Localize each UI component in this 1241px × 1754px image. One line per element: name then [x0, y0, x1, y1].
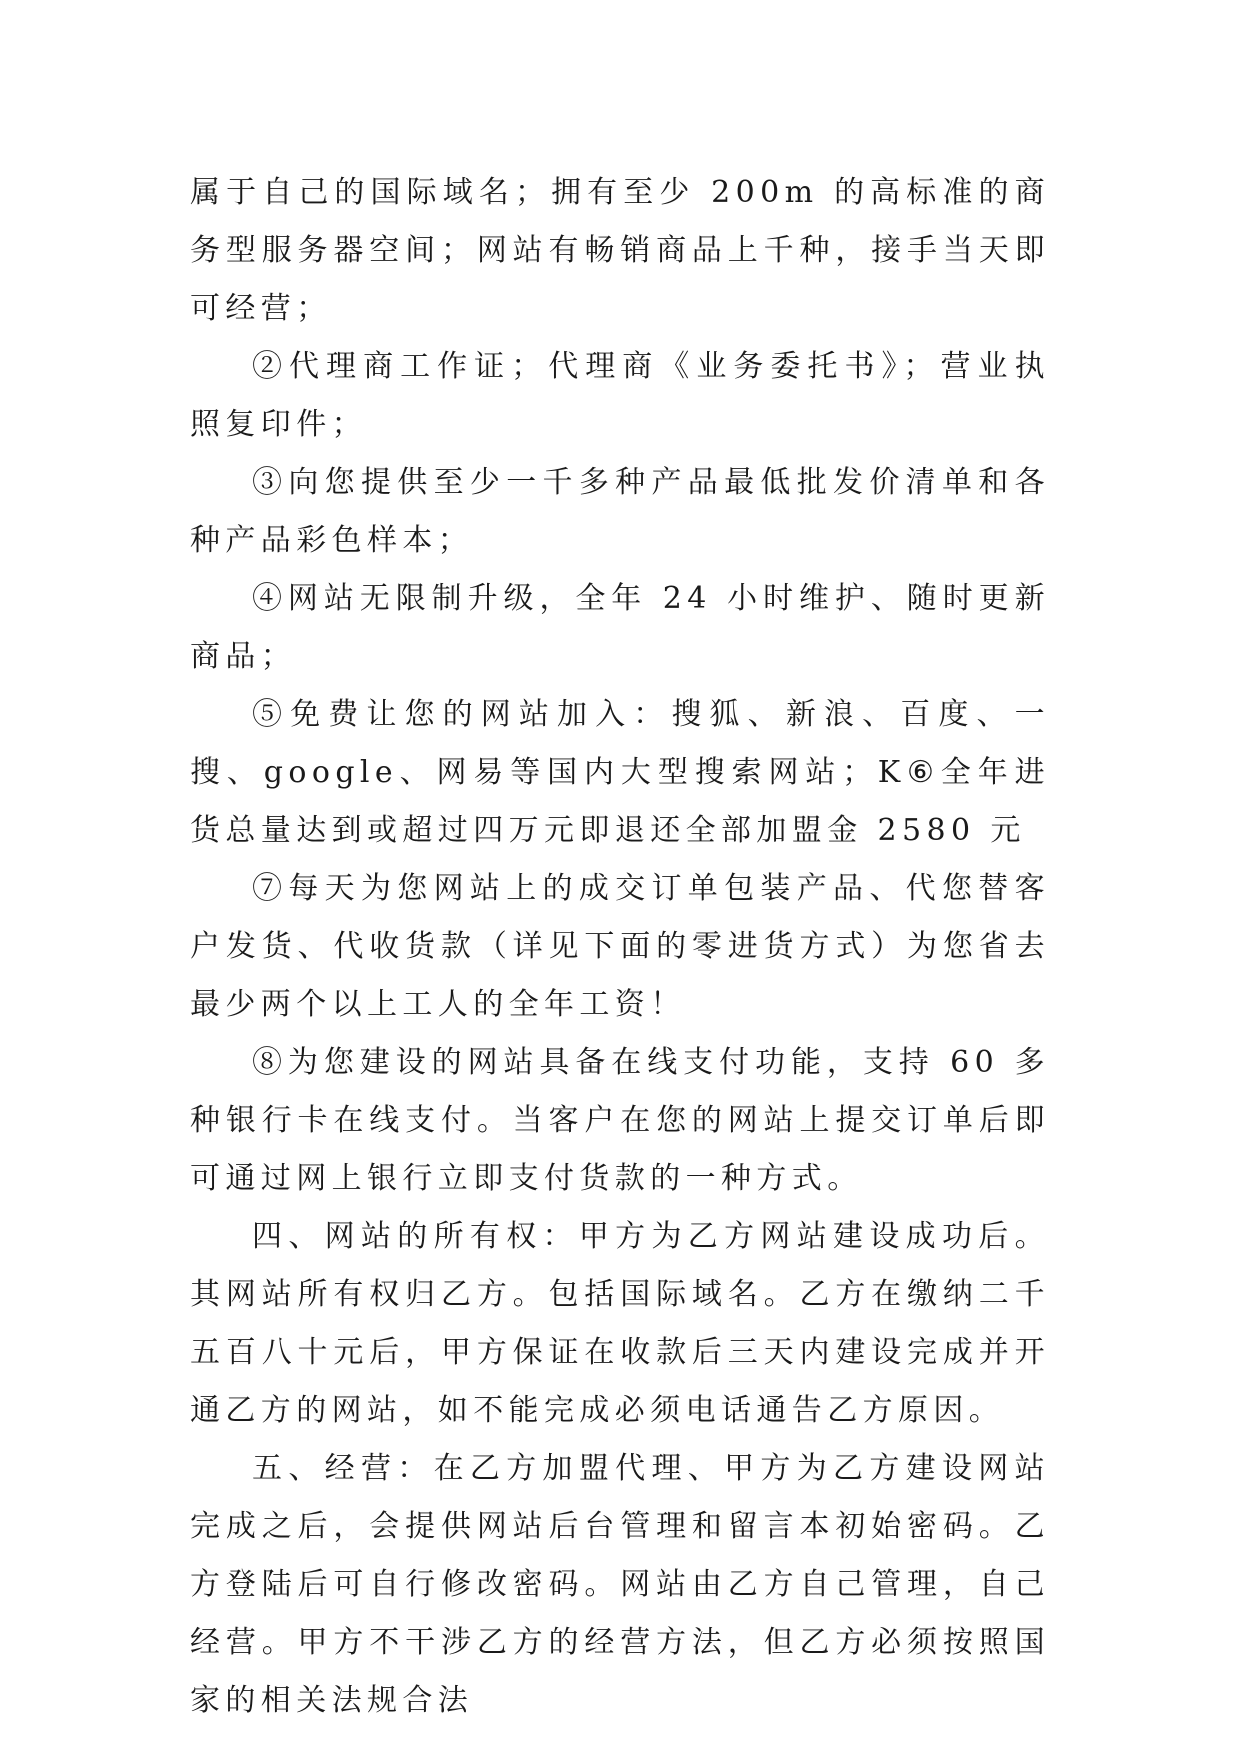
paragraph-section-5-operation: 五、经营：在乙方加盟代理、甲方为乙方建设网站完成之后，会提供网站后台管理和留言本初始密码。乙方登陆后可自行修改密码。网站由乙方自己管理，自己经营。甲方不干涉乙方的经营方法，但乙方必须按照国家的相关法规合法 — [190, 1451, 1050, 1718]
paragraph-item-8: ⑧为您建设的网站具备在线支付功能，支持 60 多种银行卡在线支付。当客户在您的网站上提交订单后即可通过网上银行立即支付货款的一种方式。 — [190, 1045, 1050, 1196]
paragraph-item-7: ⑦每天为您网站上的成交订单包装产品、代您替客户发货、代收货款（详见下面的零进货方式）为您省去最少两个以上工人的全年工资！ — [190, 871, 1050, 1022]
paragraph-item-3: ③向您提供至少一千多种产品最低批发价清单和各种产品彩色样本； — [190, 465, 1050, 558]
paragraph-item-2: ②代理商工作证；代理商《业务委托书》；营业执照复印件； — [190, 349, 1050, 442]
paragraph-item-4: ④网站无限制升级，全年 24 小时维护、随时更新商品； — [190, 581, 1050, 674]
paragraph-domain-space: 属于自己的国际域名；拥有至少 200m 的高标准的商务型服务器空间；网站有畅销商品上千种，接手当天即可经营； — [190, 175, 1050, 326]
paragraph-section-4-ownership: 四、网站的所有权：甲方为乙方网站建设成功后。其网站所有权归乙方。包括国际域名。乙方在缴纳二千五百八十元后，甲方保证在收款后三天内建设完成并开通乙方的网站，如不能完成必须电话通告乙方原因。 — [190, 1219, 1050, 1428]
document-body — [190, 164, 1050, 1730]
paragraph-item-5-6: ⑤免费让您的网站加入：搜狐、新浪、百度、一搜、google、网易等国内大型搜索网站；K⑥全年进货总量达到或超过四万元即退还全部加盟金 2580 元 — [190, 697, 1050, 848]
